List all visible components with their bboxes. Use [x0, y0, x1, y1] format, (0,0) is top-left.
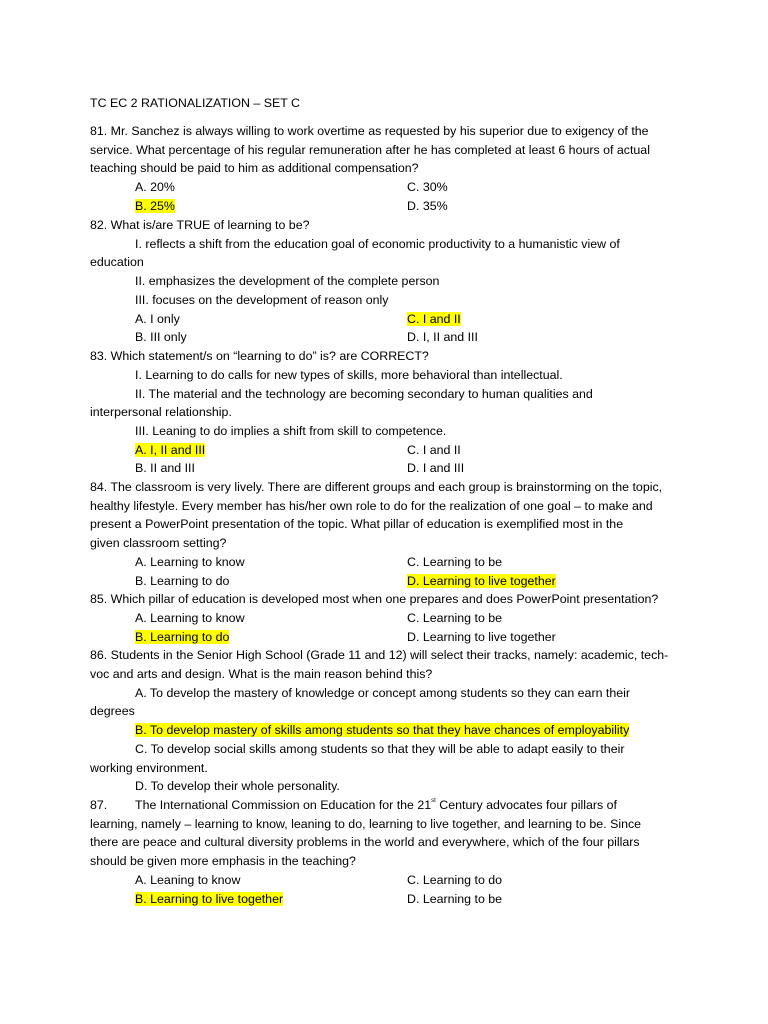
- question-86-text: voc and arts and design. What is the main reason behind this?: [90, 667, 433, 681]
- option-84-a: A. Learning to know: [135, 555, 245, 569]
- option-87-b-answer: B. Learning to live together: [135, 892, 284, 906]
- option-85-b-answer: B. Learning to do: [135, 630, 230, 644]
- option-83-a-answer: A. I, II and III: [135, 443, 206, 457]
- option-81-a: A. 20%: [135, 180, 175, 194]
- option-85-d: D. Learning to live together: [407, 630, 556, 644]
- option-84-c: C. Learning to be: [407, 555, 503, 569]
- option-85-a: A. Learning to know: [135, 611, 245, 625]
- question-87-text: there are peace and cultural diversity problems in the world and everywhere, which of the four pillars: [90, 835, 640, 849]
- statement-82-1: I. reflects a shift from the education goal of economic productivity to a humanistic view of: [135, 237, 620, 251]
- question-83-text: 83. Which statement/s on “learning to do” is? are CORRECT?: [90, 349, 429, 363]
- statement-82-1: education: [90, 255, 144, 269]
- question-82-text: 82. What is/are TRUE of learning to be?: [90, 218, 310, 232]
- question-81-text: 81. Mr. Sanchez is always willing to work overtime as requested by his superior due to exigency of the: [90, 124, 649, 138]
- option-84-d-answer: D. Learning to live together: [407, 574, 556, 588]
- option-82-b: B. III only: [135, 330, 187, 344]
- question-84-text: healthy lifestyle. Every member has his/her own role to do for the realization of one goal – to make and: [90, 499, 653, 513]
- option-84-b: B. Learning to do: [135, 574, 230, 588]
- option-85-c: C. Learning to be: [407, 611, 503, 625]
- question-85-text: 85. Which pillar of education is developed most when one prepares and does PowerPoint presentation?: [90, 592, 659, 606]
- question-81-text: teaching should be paid to him as additional compensation?: [90, 161, 419, 175]
- option-82-d: D. I, II and III: [407, 330, 478, 344]
- option-86-b-answer: B. To develop mastery of skills among students so that they have chances of employability: [135, 723, 630, 737]
- question-87-text: The International Commission on Education for the 21st Century advocates four pillars of: [135, 798, 617, 812]
- option-83-c: C. I and II: [407, 443, 461, 457]
- question-84-text: given classroom setting?: [90, 536, 227, 550]
- statement-82-2: II. emphasizes the development of the complete person: [135, 274, 440, 288]
- option-86-d: D. To develop their whole personality.: [135, 779, 340, 793]
- document-title: TC EC 2 RATIONALIZATION – SET C: [90, 96, 300, 110]
- question-86-text: 86. Students in the Senior High School (Grade 11 and 12) will select their tracks, namely: academic, tech-: [90, 648, 669, 662]
- question-87-number: 87.: [90, 798, 108, 812]
- statement-83-3: III. Leaning to do implies a shift from skill to competence.: [135, 424, 447, 438]
- question-84-text: present a PowerPoint presentation of the topic. What pillar of education is exemplified most in the: [90, 517, 624, 531]
- option-86-a: degrees: [90, 704, 135, 718]
- option-86-c: working environment.: [90, 761, 208, 775]
- option-87-c: C. Learning to do: [407, 873, 503, 887]
- option-82-a: A. I only: [135, 312, 180, 326]
- statement-83-1: I. Learning to do calls for new types of skills, more behavioral than intellectual.: [135, 368, 563, 382]
- option-87-a: A. Leaning to know: [135, 873, 241, 887]
- statement-83-2: II. The material and the technology are becoming secondary to human qualities and: [135, 387, 593, 401]
- question-81-text: service. What percentage of his regular remuneration after he has completed at least 6 hours of actual: [90, 143, 650, 157]
- question-87-text: learning, namely – learning to know, leaning to do, learning to live together, and learning to be. Since: [90, 817, 642, 831]
- option-86-c: C. To develop social skills among students so that they will be able to adapt easily to their: [135, 742, 625, 756]
- option-86-a: A. To develop the mastery of knowledge or concept among students so they can earn their: [135, 686, 631, 700]
- option-83-d: D. I and III: [407, 461, 465, 475]
- option-81-c: C. 30%: [407, 180, 448, 194]
- statement-83-2: interpersonal relationship.: [90, 405, 232, 419]
- question-87-text: should be given more emphasis in the teaching?: [90, 854, 356, 868]
- option-81-b-answer: B. 25%: [135, 199, 175, 213]
- option-82-c-answer: C. I and II: [407, 312, 461, 326]
- statement-82-3: III. focuses on the development of reason only: [135, 293, 389, 307]
- option-83-b: B. II and III: [135, 461, 195, 475]
- option-81-d: D. 35%: [407, 199, 448, 213]
- question-84-text: 84. The classroom is very lively. There are different groups and each group is brainstorming on the topic,: [90, 480, 663, 494]
- option-87-d: D. Learning to be: [407, 892, 503, 906]
